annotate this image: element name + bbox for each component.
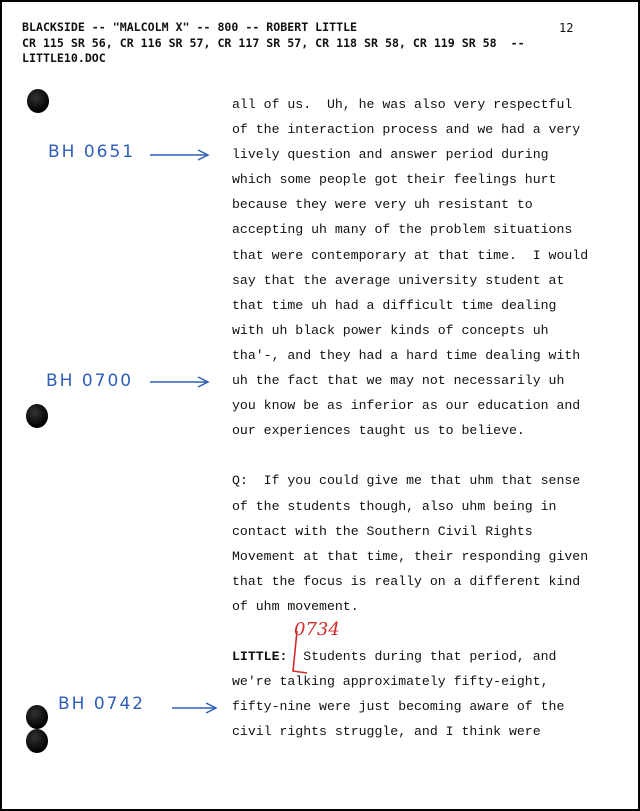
line-text: civil rights struggle, and I think were <box>232 724 541 740</box>
transcript-line <box>232 92 612 117</box>
transcript-line <box>232 719 612 744</box>
line-text: that the focus is really on a different kind <box>232 573 581 589</box>
line-text: that were contemporary at that time. I would <box>232 247 589 263</box>
transcript-line <box>232 217 612 242</box>
timecode-annotation-1: BH 0651 <box>48 142 136 162</box>
transcript-line <box>232 142 612 167</box>
timecode-annotation-2: BH 0700 <box>46 371 134 391</box>
binder-hole-bottom-2 <box>26 729 48 753</box>
line-text: Movement at that time, their responding given <box>232 548 589 564</box>
transcript-line <box>232 418 612 443</box>
line-text: that time uh had a difficult time dealing <box>232 297 557 313</box>
line-text: fifty-nine were just becoming aware of the <box>232 699 565 715</box>
arrow-icon <box>170 701 220 715</box>
line-text: which some people got their feelings hurt <box>232 172 557 188</box>
transcript-line <box>232 569 612 594</box>
binder-hole-middle <box>26 404 48 428</box>
transcript-line <box>232 443 612 468</box>
transcript-line <box>232 494 612 519</box>
line-text: we're talking approximately fifty-eight, <box>232 674 549 690</box>
transcript-line <box>232 318 612 343</box>
line-text: with uh black power kinds of concepts uh <box>232 322 549 338</box>
line-text: lively question and answer period during <box>232 147 549 163</box>
line-text: our experiences taught us to believe. <box>232 423 525 439</box>
transcript-line <box>232 192 612 217</box>
header-line-1: BLACKSIDE -- "MALCOLM X" -- 800 -- ROBERT LITTLE <box>22 20 358 34</box>
line-text: Q: If you could give me that uhm that sense <box>232 473 581 489</box>
transcript-line <box>232 243 612 268</box>
speaker-label: LITTLE: <box>232 649 288 665</box>
arrow-icon <box>148 148 212 162</box>
line-text: uh the fact that we may not necessarily uh <box>232 373 565 389</box>
transcript-line <box>232 368 612 393</box>
transcript-line <box>232 669 612 694</box>
binder-hole-top <box>27 89 49 113</box>
timecode-annotation-3: BH 0742 <box>58 694 146 714</box>
transcript-line <box>232 343 612 368</box>
arrow-icon <box>148 375 212 389</box>
line-text: you know be as inferior as our education and <box>232 398 581 414</box>
transcript-line <box>232 293 612 318</box>
header-line-2: CR 115 SR 56, CR 116 SR 57, CR 117 SR 57, CR 118 SR 58, CR 119 SR 58 -- <box>22 35 525 50</box>
header-line-3: LITTLE10.DOC <box>22 51 106 65</box>
line-text: because they were very uh resistant to <box>232 197 533 213</box>
transcript-line <box>232 117 612 142</box>
red-timecode-annotation: 0734 <box>294 619 340 640</box>
line-text: of the interaction process and we had a very <box>232 122 581 138</box>
line-text: contact with the Southern Civil Rights <box>232 523 533 539</box>
transcript-line <box>232 594 612 619</box>
transcript-line <box>232 694 612 719</box>
binder-hole-bottom-1 <box>26 705 48 729</box>
transcript-line <box>232 468 612 493</box>
page-number: 12 <box>559 21 574 35</box>
line-text: tha'-, and they had a hard time dealing with <box>232 347 581 363</box>
transcript-line <box>232 167 612 192</box>
transcript-line <box>232 544 612 569</box>
transcript-line <box>232 268 612 293</box>
line-text: Students during that period, and <box>287 649 557 665</box>
line-text: of the students though, also uhm being in <box>232 498 557 514</box>
transcript-line <box>232 619 612 644</box>
transcript-line <box>232 644 612 669</box>
transcript-line <box>232 519 612 544</box>
line-text: say that the average university student at <box>232 272 565 288</box>
line-text: all of us. Uh, he was also very respectful <box>232 97 573 112</box>
line-text: of uhm movement. <box>232 598 359 614</box>
line-text: accepting uh many of the problem situations <box>232 222 573 238</box>
transcript-body <box>232 92 612 744</box>
document-header <box>22 20 582 67</box>
transcript-line <box>232 393 612 418</box>
